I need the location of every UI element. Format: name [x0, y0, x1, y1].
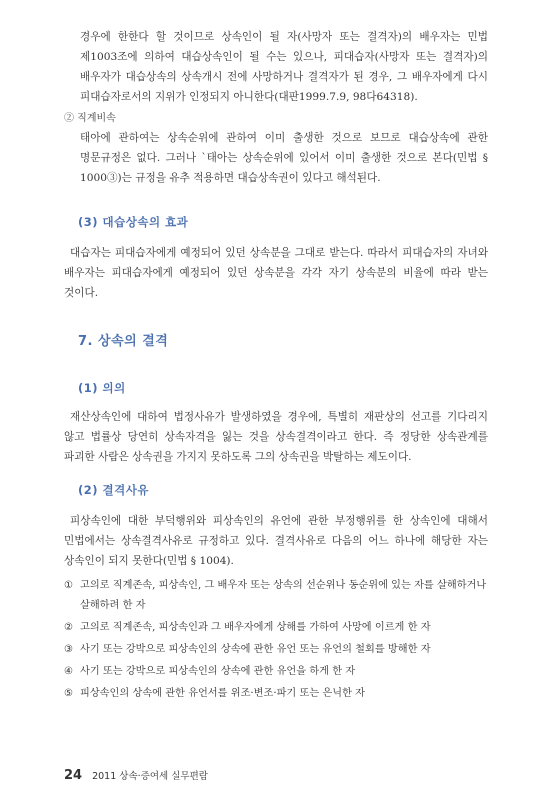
list-item: [64, 684, 494, 704]
list-item: [64, 576, 494, 616]
heading-meaning: (1) 의의: [78, 381, 126, 395]
list-item-text: 고의로 직계존속, 피상속인과 그 배우자에게 상해를 가하여 사망에 이르게 한 자: [80, 622, 431, 633]
disqualification-reasons-list: [64, 576, 494, 706]
list-item: [64, 662, 494, 682]
list-item-number: ①: [64, 580, 74, 591]
intro-paragraph: 경우에 한한다 할 것이므로 상속인이 될 자(사망자 또는 결격자)의 배우자는 민법 제1003조에 의하여 대습상속인이 될 수는 있으나, 피대습자(사망자 또는 결격자)의 배우자가 대습상속의 상속개시 전에 사망하거나 결격자가 된 경우, 그 배우자에게 다시 피대습자로서의 지위가 인정되지 아니한다(대판1999.7.9, 98다64318).: [80, 31, 488, 103]
lineal-descendant-paragraph: 태아에 관하여는 상속순위에 관하여 이미 출생한 것으로 보므로 대습상속에 관한 명문규정은 없다. 그러나 `태아는 상속순위에 있어서 이미 출생한 것으로 본다(민법 § 1000③)는 규정을 유추 적용하면 대습상속권이 있다고 해석된다.: [80, 132, 488, 184]
section-title-disqualification: 7. 상속의 결격: [78, 334, 169, 349]
list-item-number: ②: [64, 622, 74, 633]
intro-block: [64, 27, 488, 107]
list-item-text: 고의로 직계존속, 피상속인, 그 배우자 또는 상속의 선순위나 동순위에 있는 자를 살해하거나 살해하려 한 자: [80, 580, 487, 611]
list-item-text: 피상속인의 상속에 관한 유언서를 위조·변조·파기 또는 은닉한 자: [80, 688, 366, 699]
heading-disqualification-reasons: (2) 결격사유: [78, 483, 149, 497]
descendant-block: [64, 110, 488, 188]
book-title: 2011 상속·증여세 실무편람: [92, 771, 208, 782]
reasons-paragraph: 피상속인에 대한 부덕행위와 피상속인의 유언에 관한 부정행위를 한 상속인에 대해서 민법에서는 상속결격사유로 규정하고 있다. 결격사유로 다음의 어느 하나에 해당한 자는 상속인이 되지 못한다(민법 § 1004).: [64, 515, 488, 567]
meaning-paragraph: 재산상속인에 대하여 법정사유가 발생하였을 경우에, 특별히 재판상의 선고를 기다리지 않고 법률상 당연히 상속자격을 잃는 것을 상속결격이라고 한다. 즉 정당한 상속관계를 파괴한 사람은 상속권을 가지지 못하도록 그의 상속권을 박탈하는 제도이다.: [64, 411, 488, 463]
sub-heading-lineal-descendant: ② 직계비속: [64, 113, 116, 124]
heading-substitution-effect: (3) 대습상속의 효과: [78, 215, 189, 229]
list-item: [64, 618, 494, 638]
page-footer: [64, 768, 208, 783]
meaning-block: [64, 407, 488, 467]
list-item: [64, 640, 494, 660]
list-item-number: ③: [64, 644, 74, 655]
page-number: 24: [64, 768, 83, 783]
list-item-number: ⑤: [64, 688, 74, 699]
reasons-block: [64, 511, 488, 571]
list-item-text: 사기 또는 강박으로 피상속인의 상속에 관한 유언을 하게 한 자: [80, 666, 356, 677]
list-item-text: 사기 또는 강박으로 피상속인의 상속에 관한 유언 또는 유언의 철회를 방해한 자: [80, 644, 431, 655]
effect-block: [64, 243, 488, 303]
list-item-number: ④: [64, 666, 74, 677]
effect-paragraph: 대습자는 피대습자에게 예정되어 있던 상속분을 그대로 받는다. 따라서 피대습자의 자녀와 배우자는 피대습자에게 예정되어 있던 상속분을 각각 자기 상속분의 비율에 따라 받는 것이다.: [64, 247, 488, 299]
